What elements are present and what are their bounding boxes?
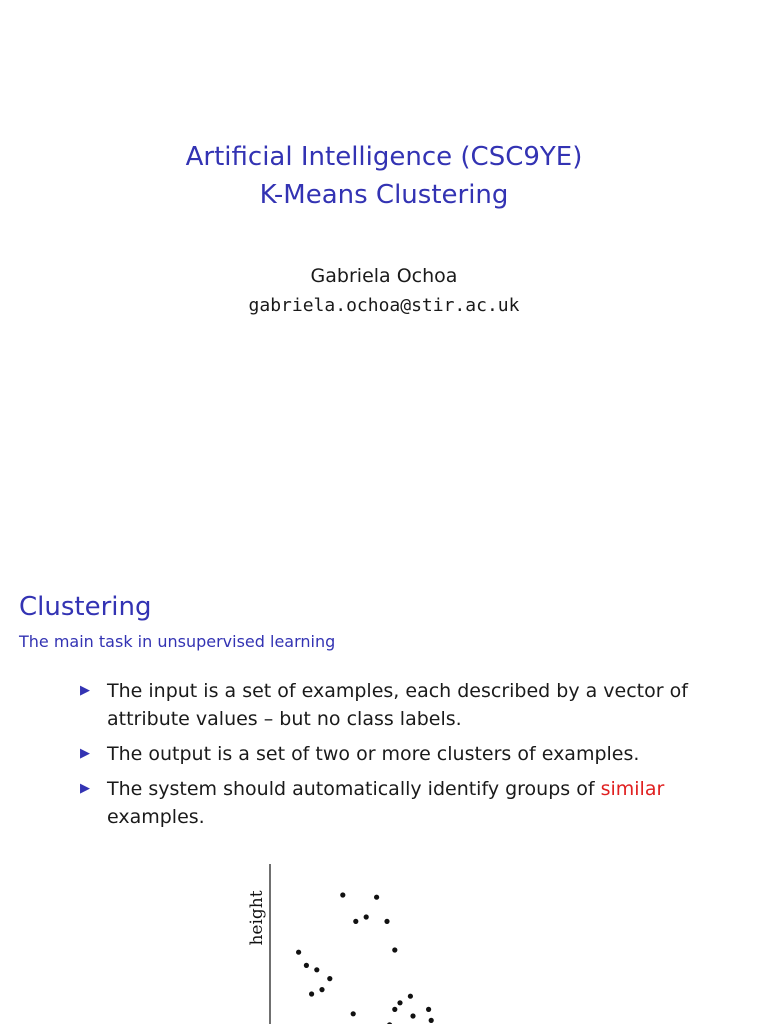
bullet-text-before: The system should automatically identify groups of bbox=[107, 778, 601, 800]
data-point bbox=[410, 1013, 415, 1018]
course-title: Artificial Intelligence (CSC9YE) bbox=[185, 142, 583, 172]
bullet-text-after: examples. bbox=[107, 806, 205, 828]
bullet-list bbox=[80, 677, 720, 838]
data-point bbox=[364, 914, 369, 919]
data-point bbox=[353, 919, 358, 924]
data-point bbox=[351, 1011, 356, 1016]
triangle-right-icon: ▶ bbox=[80, 781, 90, 796]
data-point bbox=[397, 1000, 402, 1005]
data-point bbox=[384, 919, 389, 924]
lecture-title: K-Means Clustering bbox=[259, 180, 509, 210]
data-point bbox=[314, 967, 319, 972]
data-point bbox=[327, 976, 332, 981]
slide-title: Clustering bbox=[19, 592, 152, 622]
data-point bbox=[309, 991, 314, 996]
bullet-text: The output is a set of two or more clusters of examples. bbox=[107, 743, 640, 765]
triangle-right-icon: ▶ bbox=[80, 683, 90, 698]
presentation-title bbox=[0, 138, 768, 214]
bullet-item bbox=[80, 775, 720, 831]
data-point bbox=[374, 895, 379, 900]
data-point bbox=[319, 987, 324, 992]
highlighted-word: similar bbox=[600, 778, 665, 800]
data-point bbox=[429, 1018, 434, 1023]
triangle-right-icon: ▶ bbox=[80, 746, 90, 761]
slide-subtitle: The main task in unsupervised learning bbox=[19, 632, 336, 651]
scatter-points bbox=[273, 892, 434, 1024]
data-point bbox=[296, 950, 301, 955]
data-point bbox=[392, 1007, 397, 1012]
author-email: gabriela.ochoa@stir.ac.uk bbox=[248, 295, 520, 316]
scatter-plot bbox=[230, 862, 530, 1024]
data-point bbox=[392, 947, 397, 952]
data-point bbox=[304, 963, 309, 968]
author-name: Gabriela Ochoa bbox=[310, 265, 458, 287]
clustering-slide bbox=[0, 512, 768, 1024]
data-point bbox=[426, 1007, 431, 1012]
y-axis-label: height bbox=[247, 890, 267, 946]
bullet-item bbox=[80, 740, 720, 768]
bullet-item bbox=[80, 677, 720, 733]
bullet-text: The input is a set of examples, each described by a vector of attribute values – but no class labels. bbox=[107, 680, 688, 730]
data-point bbox=[340, 892, 345, 897]
data-point bbox=[408, 994, 413, 999]
